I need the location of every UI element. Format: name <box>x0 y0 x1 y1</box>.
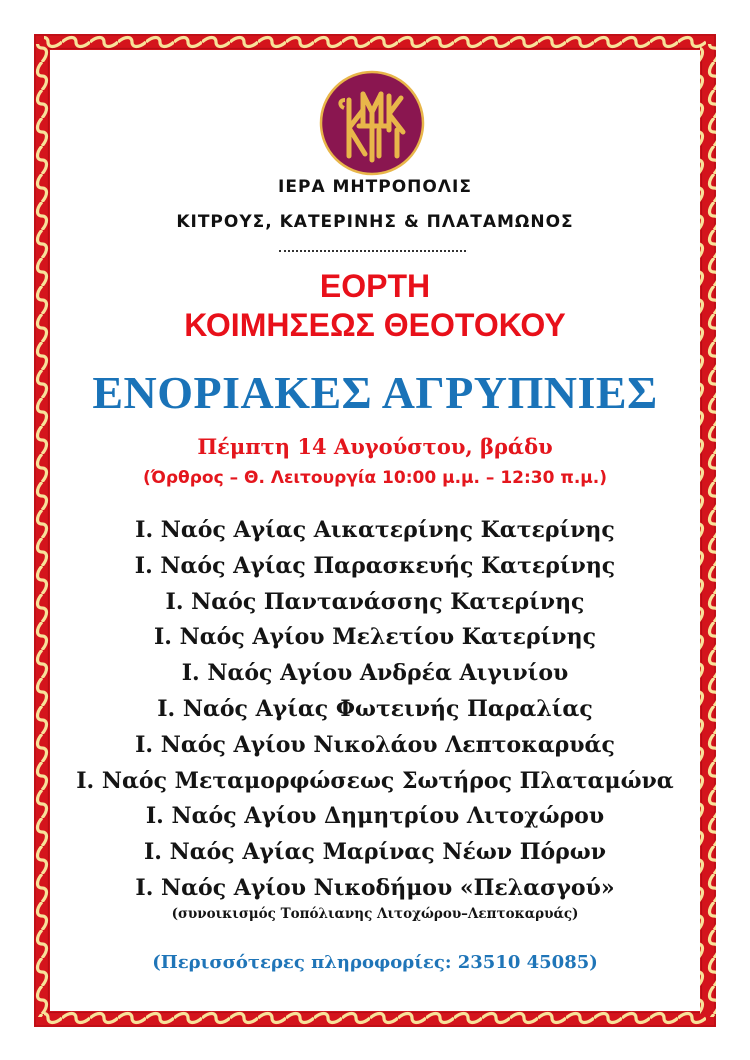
church-list-item: Ι. Ναός Αγίας Παρασκευής Κατερίνης <box>134 552 616 579</box>
metropolis-title-line1: ΙΕΡΑ ΜΗΤΡΟΠΟΛΙΣ <box>278 177 472 197</box>
metropolis-monogram-icon <box>319 70 425 176</box>
contact-info: (Περισσότερες πληροφορίες: 23510 45085) <box>152 952 598 973</box>
church-list-item: Ι. Ναός Αγίου Μελετίου Κατερίνης <box>154 624 596 651</box>
church-list <box>0 513 750 907</box>
church-list-item: Ι. Ναός Παντανάσσης Κατερίνης <box>165 588 585 615</box>
metropolis-logo <box>319 70 425 176</box>
feast-title-line2: ΚΟΙΜΗΣΕΩΣ ΘΕΟΤΟΚΟΥ <box>184 307 566 343</box>
church-list-item: Ι. Ναός Αγίου Δημητρίου Λιτοχώρου <box>145 803 605 830</box>
location-note: (συνοικισμός Τοπόλιανης Λιτοχώρου–Λεπτοκαρυάς) <box>171 906 579 922</box>
dotted-divider <box>279 250 466 252</box>
church-list-item: Ι. Ναός Αγίας Μαρίνας Νέων Πόρων <box>143 839 607 866</box>
vigils-heading: ΕΝΟΡΙΑΚΕΣ ΑΓΡΥΠΝΙΕΣ <box>92 367 658 418</box>
feast-title-line1: ΕΟΡΤΗ <box>319 268 431 304</box>
metropolis-title-line2: ΚΙΤΡΟΥΣ, ΚΑΤΕΡΙΝΗΣ & ΠΛΑΤΑΜΩΝΟΣ <box>176 212 574 232</box>
church-list-item: Ι. Ναός Αγίας Αικατερίνης Κατερίνης <box>135 517 615 543</box>
church-list-item: Ι. Ναός Αγίου Νικοδήμου «Πελασγού» <box>135 874 615 901</box>
church-list-item: Ι. Ναός Αγίας Φωτεινής Παραλίας <box>157 695 593 722</box>
event-date: Πέμπτη 14 Αυγούστου, βράδυ <box>197 434 553 459</box>
church-list-item: Ι. Ναός Μεταμορφώσεως Σωτήρος Πλαταμώνα <box>76 767 674 794</box>
event-time: (Όρθρος – Θ. Λειτουργία 10:00 μ.μ. – 12:30 π.μ.) <box>142 468 608 488</box>
church-list-item: Ι. Ναός Αγίου Νικολάου Λεπτοκαρυάς <box>135 731 615 758</box>
church-list-item: Ι. Ναός Αγίου Ανδρέα Αιγινίου <box>181 660 569 687</box>
